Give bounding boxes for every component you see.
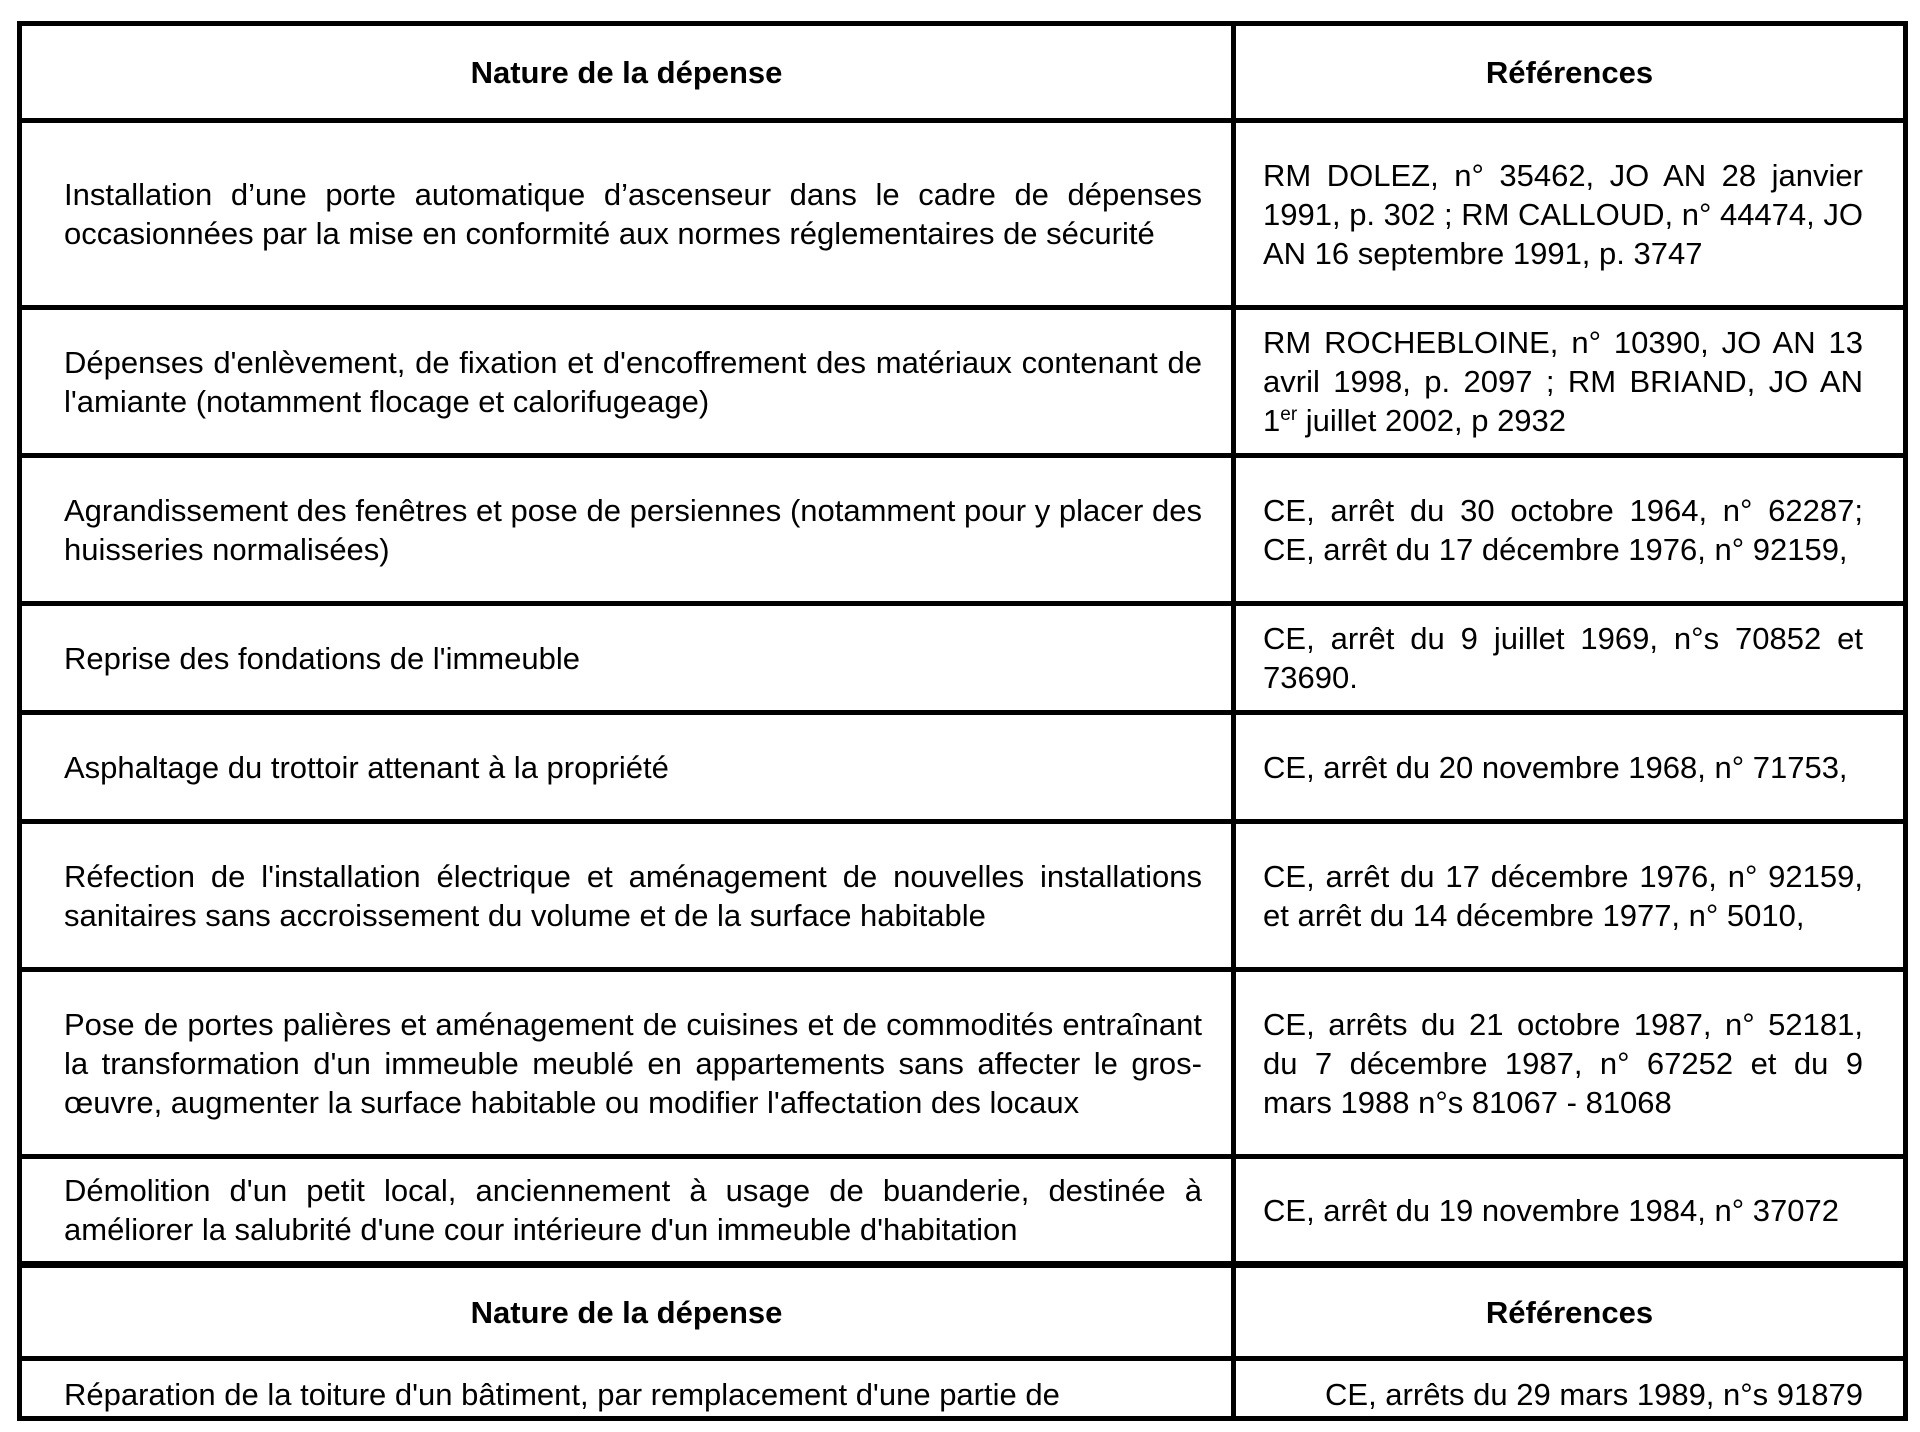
references-cell: CE, arrêt du 17 décembre 1976, n° 92159, et arrêt du 14 décembre 1977, n° 5010, [1234, 822, 1906, 970]
references-cell: RM DOLEZ, n° 35462, JO AN 28 janvier 1991, p. 302 ; RM CALLOUD, n° 44474, JO AN 16 septembre 1991, p. 3747 [1234, 121, 1906, 308]
references-text: juillet 2002, p 2932 [1297, 403, 1567, 438]
nature-cell: Asphaltage du trottoir attenant à la propriété [20, 713, 1234, 822]
ordinal-superscript: er [1280, 404, 1298, 425]
table-row [20, 604, 1906, 713]
table-row [20, 1157, 1906, 1265]
nature-cell: Réparation de la toiture d'un bâtiment, par remplacement d'une partie de [20, 1359, 1234, 1419]
expenses-table [17, 21, 1908, 1421]
references-text: RM ROCHEBLOINE, n° 10390, JO AN 13 avril 1998, p. 2097 ; RM BRIAND, JO AN 1 [1263, 325, 1863, 438]
table-header-row-repeat [20, 1265, 1906, 1359]
table-row [20, 822, 1906, 970]
nature-cell: Réfection de l'installation électrique et aménagement de nouvelles installations sanitaires sans accroissement du volume et de la surface habitable [20, 822, 1234, 970]
nature-cell: Agrandissement des fenêtres et pose de persiennes (notamment pour y placer des huisseries normalisées) [20, 456, 1234, 604]
nature-cell: Démolition d'un petit local, anciennement à usage de buanderie, destinée à améliorer la salubrité d'une cour intérieure d'un immeuble d'habitation [20, 1157, 1234, 1265]
table-row [20, 121, 1906, 308]
references-cell: CE, arrêt du 19 novembre 1984, n° 37072 [1234, 1157, 1906, 1265]
table-row [20, 456, 1906, 604]
header-references: Références [1234, 24, 1906, 121]
references-cell: CE, arrêt du 30 octobre 1964, n° 62287; CE, arrêt du 17 décembre 1976, n° 92159, [1234, 456, 1906, 604]
header-references: Références [1234, 1265, 1906, 1359]
references-cell: CE, arrêts du 21 octobre 1987, n° 52181, du 7 décembre 1987, n° 67252 et du 9 mars 1988 n°s 81067 - 81068 [1234, 970, 1906, 1157]
references-cell: CE, arrêt du 20 novembre 1968, n° 71753, [1234, 713, 1906, 822]
header-nature: Nature de la dépense [20, 24, 1234, 121]
table-row [20, 713, 1906, 822]
table-row [20, 970, 1906, 1157]
header-nature: Nature de la dépense [20, 1265, 1234, 1359]
nature-cell: Dépenses d'enlèvement, de fixation et d'encoffrement des matériaux contenant de l'amiante (notamment flocage et calorifugeage) [20, 308, 1234, 456]
references-cell: CE, arrêt du 9 juillet 1969, n°s 70852 et 73690. [1234, 604, 1906, 713]
table-row-truncated [20, 1359, 1906, 1419]
table-header-row [20, 24, 1906, 121]
nature-cell: Pose de portes palières et aménagement de cuisines et de commodités entraînant la transformation d'un immeuble meublé en appartements sans affecter le gros-œuvre, augmenter la surface habitable ou modifier l'affectation des locaux [20, 970, 1234, 1157]
table-row [20, 308, 1906, 456]
references-cell [1234, 308, 1906, 456]
references-cell: CE, arrêts du 29 mars 1989, n°s 91879 [1234, 1359, 1906, 1419]
nature-cell: Reprise des fondations de l'immeuble [20, 604, 1234, 713]
nature-cell: Installation d’une porte automatique d’ascenseur dans le cadre de dépenses occasionnées par la mise en conformité aux normes réglementaires de sécurité [20, 121, 1234, 308]
